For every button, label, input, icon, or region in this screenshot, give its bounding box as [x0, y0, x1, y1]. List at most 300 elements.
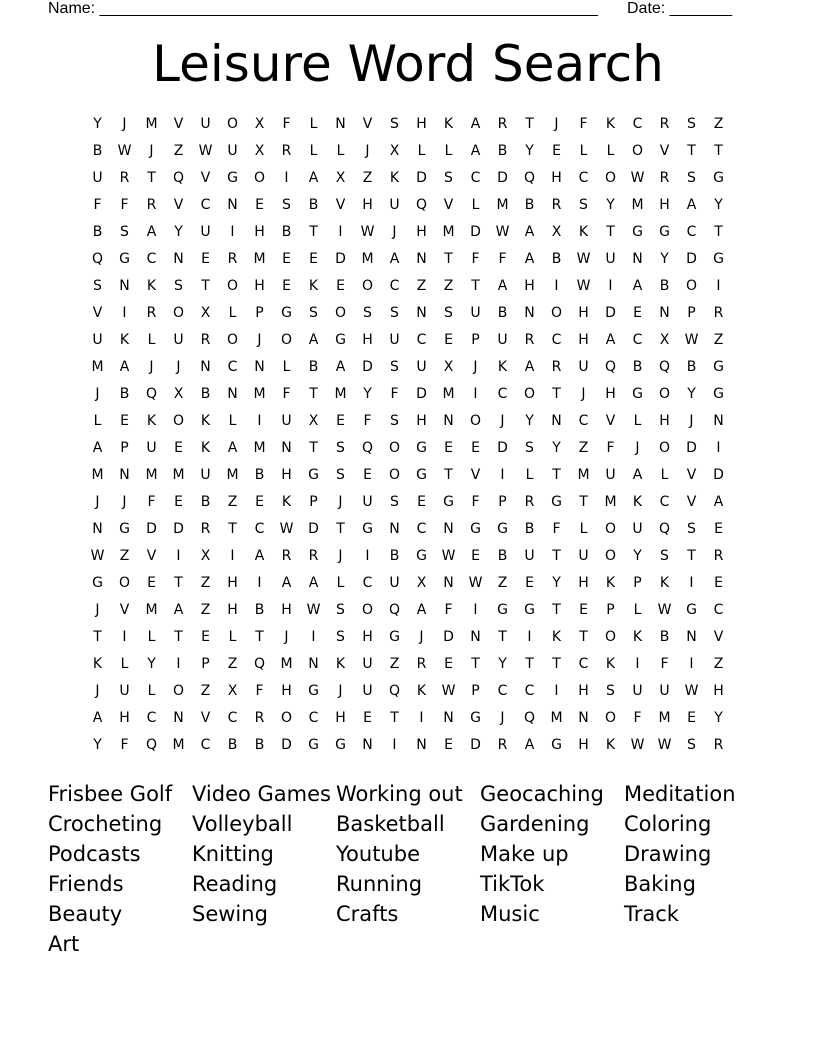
grid-letter: G — [659, 224, 670, 240]
grid-row — [84, 654, 732, 681]
grid-letter: T — [444, 467, 453, 483]
grid-letter: K — [92, 656, 103, 672]
grid-letter: L — [282, 359, 291, 375]
grid-letter: L — [228, 629, 237, 645]
grid-letter: W — [198, 143, 213, 159]
grid-letter: S — [444, 170, 453, 186]
grid-letter: B — [497, 548, 508, 564]
grid-letter: Y — [714, 710, 723, 726]
grid-letter: K — [605, 737, 616, 753]
grid-letter: E — [363, 710, 372, 726]
grid-letter: L — [336, 575, 345, 591]
grid-letter: P — [309, 494, 318, 510]
grid-letter: I — [176, 548, 181, 564]
grid-letter: W — [684, 332, 699, 348]
word-list-item: Video Games — [192, 782, 331, 806]
grid-letter: W — [306, 602, 321, 618]
grid-letter: J — [95, 386, 100, 402]
grid-letter: H — [416, 413, 427, 429]
grid-letter: B — [254, 467, 265, 483]
grid-letter: H — [578, 332, 589, 348]
grid-letter: J — [554, 116, 559, 132]
grid-letter: C — [497, 683, 508, 699]
grid-letter: M — [91, 359, 104, 375]
grid-letter: W — [279, 521, 294, 537]
grid-letter: E — [282, 251, 291, 267]
grid-letter: K — [605, 116, 616, 132]
word-list-item: Running — [336, 872, 423, 896]
grid-letter: Q — [91, 251, 104, 267]
grid-letter: E — [525, 575, 534, 591]
grid-letter: R — [713, 737, 724, 753]
word-list-item: Drawing — [624, 842, 712, 866]
word-list-item: Basketball — [336, 812, 445, 836]
grid-letter: T — [471, 656, 480, 672]
grid-letter: T — [687, 143, 696, 159]
grid-row — [84, 222, 732, 249]
grid-letter: H — [281, 467, 292, 483]
grid-letter: I — [230, 224, 235, 240]
grid-row — [84, 357, 732, 384]
grid-letter: D — [470, 737, 481, 753]
grid-letter: C — [524, 683, 535, 699]
grid-letter: J — [284, 629, 289, 645]
grid-letter: Y — [525, 413, 534, 429]
grid-letter: B — [281, 224, 292, 240]
grid-letter: R — [146, 305, 157, 321]
grid-letter: N — [713, 413, 724, 429]
grid-letter: G — [497, 602, 508, 618]
grid-letter: O — [388, 467, 401, 483]
grid-letter: F — [471, 494, 480, 510]
grid-letter: I — [257, 413, 262, 429]
grid-letter: G — [443, 494, 454, 510]
grid-letter: W — [468, 575, 483, 591]
grid-letter: W — [117, 143, 132, 159]
grid-letter: T — [552, 386, 561, 402]
grid-letter: N — [119, 467, 130, 483]
grid-letter: H — [578, 683, 589, 699]
grid-letter: B — [524, 521, 535, 537]
grid-letter: K — [335, 656, 346, 672]
grid-letter: N — [227, 386, 238, 402]
grid-letter: P — [606, 602, 615, 618]
grid-letter: V — [200, 170, 211, 186]
word-list-item: Art — [48, 932, 80, 956]
grid-letter: Z — [227, 494, 238, 510]
word-list-item: Music — [480, 902, 540, 926]
grid-letter: D — [173, 521, 184, 537]
grid-letter: S — [525, 440, 534, 456]
grid-letter: B — [254, 737, 265, 753]
grid-letter: G — [713, 359, 724, 375]
grid-row — [84, 708, 732, 735]
grid-letter: F — [120, 197, 129, 213]
grid-letter: O — [226, 116, 239, 132]
grid-letter: L — [147, 332, 156, 348]
word-list-item: Coloring — [624, 812, 712, 836]
grid-letter: N — [281, 440, 292, 456]
grid-letter: T — [552, 656, 561, 672]
grid-letter: S — [687, 521, 696, 537]
grid-letter: E — [147, 575, 156, 591]
grid-letter: F — [120, 737, 129, 753]
grid-letter: C — [578, 170, 589, 186]
grid-letter: A — [605, 332, 616, 348]
grid-letter: E — [174, 494, 183, 510]
grid-letter: F — [444, 602, 453, 618]
grid-letter: O — [172, 413, 185, 429]
grid-letter: Y — [93, 737, 102, 753]
grid-letter: A — [119, 359, 130, 375]
grid-letter: G — [335, 332, 346, 348]
grid-letter: V — [200, 710, 211, 726]
grid-letter: G — [713, 170, 724, 186]
grid-letter: Q — [415, 197, 428, 213]
grid-letter: H — [416, 224, 427, 240]
grid-letter: H — [524, 278, 535, 294]
grid-letter: T — [606, 224, 615, 240]
grid-letter: J — [635, 440, 640, 456]
word-list-item: Crafts — [336, 902, 399, 926]
word-list-item: Baking — [624, 872, 696, 896]
grid-letter: C — [254, 521, 265, 537]
grid-letter: R — [551, 197, 562, 213]
grid-letter: U — [227, 143, 238, 159]
grid-letter: T — [498, 629, 507, 645]
grid-row — [84, 438, 732, 465]
grid-letter: E — [120, 413, 129, 429]
grid-letter: C — [713, 602, 724, 618]
grid-letter: U — [200, 467, 211, 483]
grid-letter: N — [416, 737, 427, 753]
grid-letter: A — [524, 224, 535, 240]
word-list-item: Geocaching — [480, 782, 604, 806]
grid-letter: B — [119, 386, 130, 402]
grid-letter: X — [254, 143, 265, 159]
grid-letter: L — [309, 143, 318, 159]
grid-letter: Y — [552, 575, 561, 591]
grid-letter: N — [173, 251, 184, 267]
grid-letter: G — [281, 305, 292, 321]
grid-letter: S — [390, 494, 399, 510]
grid-letter: O — [226, 332, 239, 348]
word-list-item: Meditation — [624, 782, 736, 806]
grid-letter: G — [119, 521, 130, 537]
grid-letter: N — [524, 305, 535, 321]
grid-letter: Q — [145, 386, 158, 402]
grid-letter: B — [200, 494, 211, 510]
grid-letter: M — [145, 116, 158, 132]
grid-row — [84, 114, 732, 141]
grid-letter: D — [497, 440, 508, 456]
grid-letter: S — [687, 737, 696, 753]
grid-letter: D — [713, 467, 724, 483]
grid-letter: E — [444, 656, 453, 672]
grid-letter: T — [390, 710, 399, 726]
grid-letter: Q — [388, 683, 401, 699]
grid-letter: D — [335, 251, 346, 267]
grid-letter: U — [497, 332, 508, 348]
grid-letter: J — [365, 143, 370, 159]
grid-letter: U — [362, 683, 373, 699]
grid-letter: R — [713, 305, 724, 321]
grid-letter: H — [362, 197, 373, 213]
grid-row — [84, 303, 732, 330]
grid-row — [84, 600, 732, 627]
grid-letter: O — [550, 305, 563, 321]
grid-letter: X — [389, 143, 400, 159]
grid-letter: M — [280, 656, 293, 672]
grid-letter: L — [147, 683, 156, 699]
word-list-item: Gardening — [480, 812, 590, 836]
grid-letter: E — [363, 467, 372, 483]
grid-letter: I — [554, 683, 559, 699]
grid-letter: V — [713, 629, 724, 645]
grid-letter: W — [495, 224, 510, 240]
grid-letter: H — [551, 170, 562, 186]
grid-letter: U — [362, 656, 373, 672]
grid-row — [84, 330, 732, 357]
grid-letter: G — [389, 629, 400, 645]
grid-letter: I — [635, 656, 640, 672]
grid-letter: U — [200, 224, 211, 240]
grid-letter: V — [443, 197, 454, 213]
grid-letter: U — [605, 467, 616, 483]
grid-letter: L — [444, 143, 453, 159]
grid-letter: M — [334, 386, 347, 402]
grid-letter: J — [581, 386, 586, 402]
grid-letter: E — [444, 440, 453, 456]
grid-letter: S — [687, 170, 696, 186]
grid-letter: M — [577, 467, 590, 483]
grid-row — [84, 141, 732, 168]
grid-letter: S — [174, 278, 183, 294]
grid-letter: G — [632, 224, 643, 240]
grid-letter: N — [200, 359, 211, 375]
grid-letter: Z — [200, 602, 211, 618]
grid-letter: G — [524, 602, 535, 618]
grid-letter: N — [659, 305, 670, 321]
grid-letter: A — [335, 359, 346, 375]
word-list-item: Youtube — [336, 842, 420, 866]
grid-letter: D — [686, 251, 697, 267]
grid-letter: Z — [119, 548, 130, 564]
grid-letter: T — [93, 629, 102, 645]
grid-letter: R — [254, 710, 265, 726]
grid-letter: Q — [253, 656, 266, 672]
grid-letter: T — [255, 629, 264, 645]
grid-letter: O — [388, 440, 401, 456]
grid-letter: J — [338, 683, 343, 699]
grid-letter: S — [120, 224, 129, 240]
grid-letter: Q — [145, 737, 158, 753]
grid-letter: U — [389, 332, 400, 348]
grid-letter: P — [633, 575, 642, 591]
grid-row — [84, 168, 732, 195]
grid-letter: I — [689, 656, 694, 672]
grid-letter: J — [500, 413, 505, 429]
grid-letter: M — [253, 251, 266, 267]
grid-letter: R — [308, 548, 319, 564]
grid-letter: Z — [443, 278, 454, 294]
grid-letter: A — [92, 440, 103, 456]
grid-letter: F — [498, 251, 507, 267]
grid-letter: D — [497, 170, 508, 186]
grid-letter: Q — [172, 170, 185, 186]
grid-letter: K — [443, 116, 454, 132]
grid-letter: K — [578, 224, 589, 240]
grid-letter: B — [551, 251, 562, 267]
grid-row — [84, 492, 732, 519]
grid-letter: X — [173, 386, 184, 402]
grid-row — [84, 411, 732, 438]
grid-letter: Z — [713, 116, 724, 132]
grid-letter: X — [416, 575, 427, 591]
grid-letter: G — [227, 170, 238, 186]
grid-letter: I — [257, 575, 262, 591]
grid-letter: K — [659, 575, 670, 591]
grid-letter: O — [469, 413, 482, 429]
grid-letter: B — [659, 278, 670, 294]
grid-letter: Y — [174, 224, 183, 240]
grid-row — [84, 573, 732, 600]
grid-letter: S — [336, 629, 345, 645]
grid-letter: A — [389, 251, 400, 267]
grid-letter: K — [497, 359, 508, 375]
grid-letter: I — [608, 278, 613, 294]
grid-letter: P — [687, 305, 696, 321]
grid-letter: J — [338, 494, 343, 510]
grid-letter: I — [311, 629, 316, 645]
name-field-label: Name: ________________________________________________________ — [48, 0, 598, 17]
grid-letter: E — [444, 332, 453, 348]
grid-letter: Z — [200, 575, 211, 591]
grid-letter: D — [281, 737, 292, 753]
grid-letter: A — [470, 143, 481, 159]
grid-letter: Z — [497, 575, 508, 591]
grid-letter: A — [416, 602, 427, 618]
grid-letter: J — [392, 224, 397, 240]
grid-letter: M — [550, 710, 563, 726]
grid-letter: U — [524, 548, 535, 564]
grid-letter: L — [633, 413, 642, 429]
grid-letter: J — [176, 359, 181, 375]
grid-letter: N — [443, 521, 454, 537]
grid-letter: N — [443, 413, 454, 429]
grid-letter: N — [92, 521, 103, 537]
grid-letter: A — [281, 575, 292, 591]
grid-letter: H — [281, 602, 292, 618]
grid-letter: L — [228, 305, 237, 321]
grid-letter: U — [605, 251, 616, 267]
word-list — [48, 781, 768, 961]
grid-letter: I — [527, 629, 532, 645]
grid-letter: S — [390, 305, 399, 321]
grid-letter: O — [172, 683, 185, 699]
grid-letter: Y — [525, 143, 534, 159]
grid-letter: I — [338, 224, 343, 240]
grid-letter: H — [227, 575, 238, 591]
grid-letter: H — [578, 575, 589, 591]
grid-letter: M — [442, 224, 455, 240]
grid-letter: F — [93, 197, 102, 213]
grid-letter: U — [470, 305, 481, 321]
grid-letter: V — [686, 467, 697, 483]
grid-letter: B — [254, 602, 265, 618]
grid-letter: M — [496, 197, 509, 213]
grid-letter: I — [716, 278, 721, 294]
grid-letter: R — [713, 548, 724, 564]
grid-letter: W — [360, 224, 375, 240]
grid-letter: C — [227, 710, 238, 726]
grid-letter: S — [606, 683, 615, 699]
word-list-item: Sewing — [192, 902, 268, 926]
grid-letter: N — [686, 629, 697, 645]
header — [48, 0, 748, 20]
grid-letter: K — [632, 494, 643, 510]
grid-letter: R — [659, 170, 670, 186]
grid-letter: I — [284, 170, 289, 186]
grid-letter: X — [551, 224, 562, 240]
grid-letter: O — [280, 710, 293, 726]
grid-letter: B — [389, 548, 400, 564]
grid-letter: C — [497, 386, 508, 402]
word-list-item: Working out — [336, 782, 463, 806]
grid-letter: C — [632, 116, 643, 132]
grid-letter: F — [147, 494, 156, 510]
grid-letter: T — [336, 521, 345, 537]
grid-letter: L — [228, 413, 237, 429]
grid-letter: P — [201, 656, 210, 672]
grid-letter: M — [172, 467, 185, 483]
grid-letter: A — [92, 710, 103, 726]
grid-letter: G — [713, 386, 724, 402]
grid-letter: A — [524, 737, 535, 753]
grid-letter: C — [227, 359, 238, 375]
grid-letter: E — [255, 494, 264, 510]
grid-letter: E — [174, 440, 183, 456]
grid-letter: B — [497, 305, 508, 321]
grid-letter: U — [578, 359, 589, 375]
grid-letter: X — [659, 332, 670, 348]
grid-letter: W — [657, 602, 672, 618]
grid-letter: I — [554, 278, 559, 294]
grid-letter: G — [416, 440, 427, 456]
grid-letter: V — [686, 494, 697, 510]
grid-letter: B — [308, 197, 319, 213]
grid-letter: C — [308, 710, 319, 726]
grid-letter: J — [95, 602, 100, 618]
grid-letter: S — [687, 116, 696, 132]
grid-letter: L — [660, 467, 669, 483]
grid-letter: V — [146, 548, 157, 564]
grid-letter: B — [659, 629, 670, 645]
grid-letter: Q — [658, 359, 671, 375]
grid-letter: S — [390, 413, 399, 429]
grid-letter: M — [145, 467, 158, 483]
grid-row — [84, 249, 732, 276]
grid-letter: Y — [606, 197, 615, 213]
grid-letter: I — [689, 575, 694, 591]
grid-letter: O — [334, 305, 347, 321]
grid-letter: H — [254, 278, 265, 294]
grid-letter: B — [686, 359, 697, 375]
grid-letter: E — [471, 440, 480, 456]
grid-letter: O — [118, 575, 131, 591]
grid-letter: T — [444, 251, 453, 267]
grid-letter: D — [686, 440, 697, 456]
